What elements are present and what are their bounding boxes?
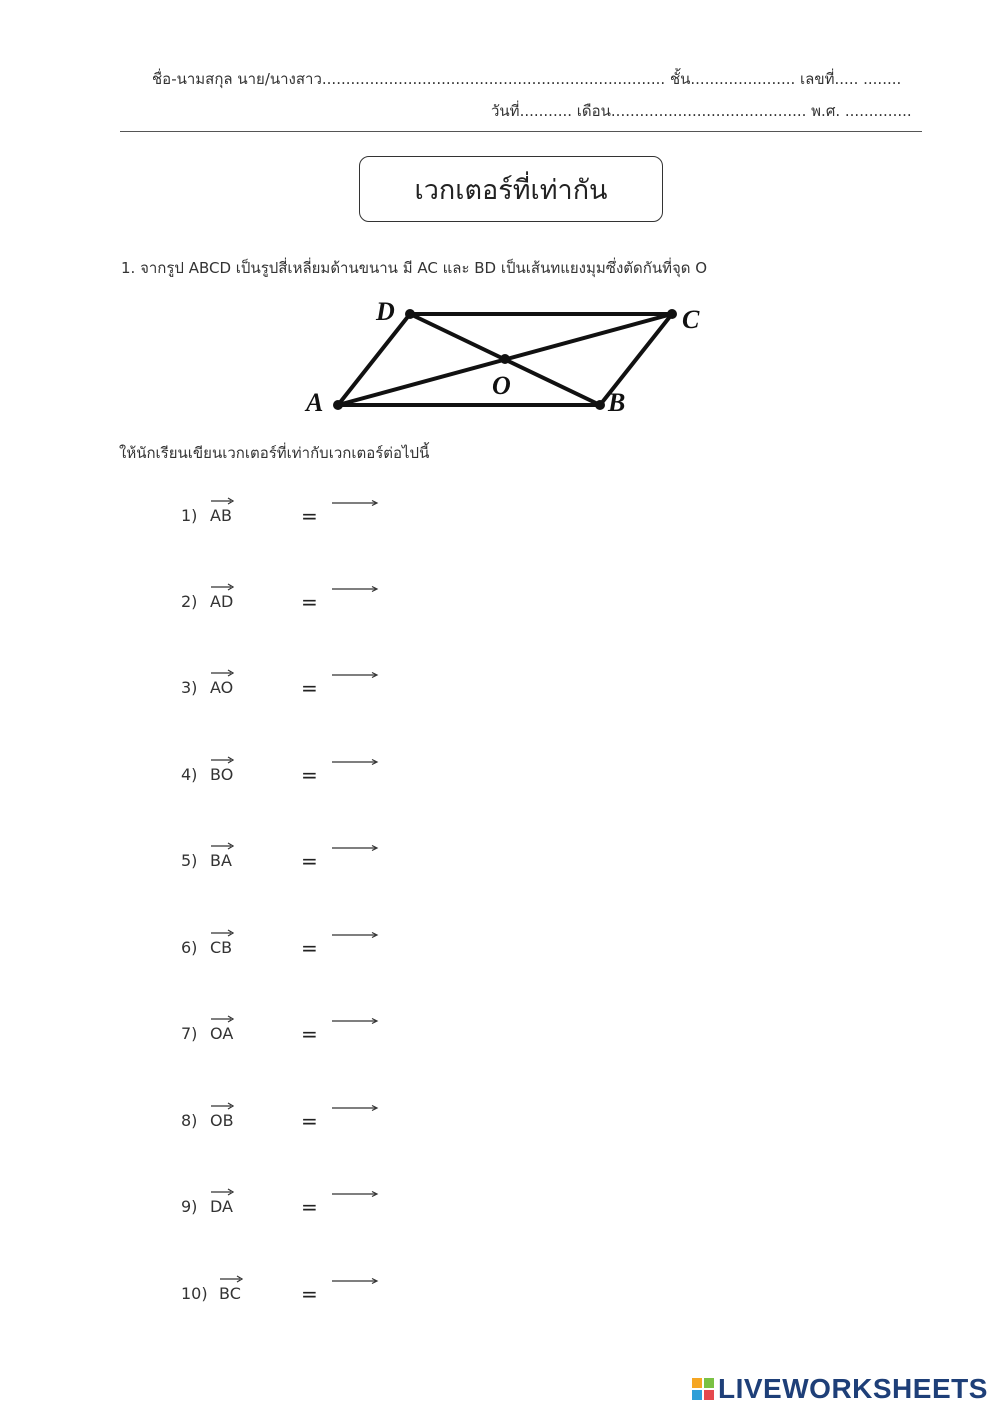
exercise-item xyxy=(0,1014,1000,1054)
exercise-item xyxy=(0,1274,1000,1314)
label-b: B xyxy=(608,388,626,417)
exercise-number: 2) xyxy=(181,592,198,611)
equals-sign: = xyxy=(301,1282,318,1306)
equals-sign: = xyxy=(301,1109,318,1133)
name-class-number-line: ชื่อ-นามสกุล นาย/นางสาว........................................................................ ชั้น...................... เลขที่..... ........ xyxy=(152,70,902,88)
vector-arrow-icon xyxy=(210,496,234,506)
given-vector xyxy=(210,1101,234,1130)
exercise-item xyxy=(0,841,1000,881)
exercise-number: 1) xyxy=(181,506,198,525)
given-vector xyxy=(210,755,233,784)
label-c: C xyxy=(682,305,700,334)
liveworksheets-logo xyxy=(692,1374,988,1404)
given-vector-label: DA xyxy=(210,1197,233,1216)
equals-sign: = xyxy=(301,1022,318,1046)
vector-arrow-icon xyxy=(210,582,234,592)
point-b xyxy=(595,400,605,410)
worksheet-title: เวกเตอร์ที่เท่ากัน xyxy=(414,174,608,206)
worksheet-title-box xyxy=(359,156,663,222)
given-vector xyxy=(210,582,233,611)
given-vector-label: OA xyxy=(210,1024,234,1043)
given-vector-label: BC xyxy=(219,1284,241,1303)
given-vector xyxy=(210,668,233,697)
exercise-item xyxy=(0,582,1000,622)
exercise-number: 10) xyxy=(181,1284,208,1303)
point-a xyxy=(333,400,343,410)
exercise-number: 4) xyxy=(181,765,198,784)
answer-blank[interactable] xyxy=(331,757,379,767)
exercise-number: 6) xyxy=(181,938,198,957)
given-vector-label: BO xyxy=(210,765,234,784)
exercise-number: 3) xyxy=(181,678,198,697)
exercise-number: 8) xyxy=(181,1111,198,1130)
label-o: O xyxy=(492,371,511,400)
vector-arrow-icon xyxy=(210,841,234,851)
vector-arrow-icon xyxy=(219,1274,243,1284)
exercise-number: 5) xyxy=(181,851,198,870)
label-a: A xyxy=(306,388,324,417)
answer-blank[interactable] xyxy=(331,843,379,853)
exercise-item xyxy=(0,1187,1000,1227)
answer-blank[interactable] xyxy=(331,1189,379,1199)
point-d xyxy=(405,309,415,319)
vector-arrow-icon xyxy=(210,1187,234,1197)
given-vector xyxy=(210,496,232,525)
given-vector-label: CB xyxy=(210,938,233,957)
date-line: วันที่........... เดือน......................................... พ.ศ. .............. xyxy=(491,102,912,120)
question-text: 1. จากรูป ABCD เป็นรูปสี่เหลี่ยมด้านขนาน มี AC และ BD เป็นเส้นทแยงมุมซึ่งตัดกันที่จุด O xyxy=(121,259,708,277)
answer-blank[interactable] xyxy=(331,1276,379,1286)
exercise-item xyxy=(0,668,1000,708)
exercise-number: 9) xyxy=(181,1197,198,1216)
point-c xyxy=(667,309,677,319)
liveworksheets-logo-icon xyxy=(692,1378,714,1400)
liveworksheets-logo-text: LIVEWORKSHEETS xyxy=(718,1373,988,1404)
given-vector-label: AB xyxy=(210,506,232,525)
given-vector xyxy=(219,1274,241,1303)
header-divider xyxy=(120,131,922,132)
answer-blank[interactable] xyxy=(331,1103,379,1113)
equals-sign: = xyxy=(301,590,318,614)
answer-blank[interactable] xyxy=(331,498,379,508)
parallelogram-diagram xyxy=(290,290,730,430)
side-da xyxy=(338,314,410,405)
given-vector xyxy=(210,928,232,957)
exercise-item xyxy=(0,755,1000,795)
given-vector xyxy=(210,841,232,870)
equals-sign: = xyxy=(301,1195,318,1219)
vector-arrow-icon xyxy=(210,1101,234,1111)
exercise-number: 7) xyxy=(181,1024,198,1043)
exercise-item xyxy=(0,1101,1000,1141)
equals-sign: = xyxy=(301,504,318,528)
vector-arrow-icon xyxy=(210,1014,234,1024)
given-vector xyxy=(210,1014,233,1043)
equals-sign: = xyxy=(301,936,318,960)
equals-sign: = xyxy=(301,676,318,700)
answer-blank[interactable] xyxy=(331,1016,379,1026)
answer-blank[interactable] xyxy=(331,930,379,940)
instruction-text: ให้นักเรียนเขียนเวกเตอร์ที่เท่ากับเวกเตอร์ต่อไปนี้ xyxy=(119,444,430,462)
given-vector xyxy=(210,1187,233,1216)
vector-arrow-icon xyxy=(210,928,234,938)
label-d: D xyxy=(376,297,395,326)
vector-arrow-icon xyxy=(210,668,234,678)
answer-blank[interactable] xyxy=(331,584,379,594)
equals-sign: = xyxy=(301,849,318,873)
exercise-item xyxy=(0,928,1000,968)
given-vector-label: AO xyxy=(210,678,234,697)
given-vector-label: AD xyxy=(210,592,234,611)
equals-sign: = xyxy=(301,763,318,787)
point-o xyxy=(500,354,510,364)
given-vector-label: BA xyxy=(210,851,232,870)
answer-blank[interactable] xyxy=(331,670,379,680)
given-vector-label: OB xyxy=(210,1111,234,1130)
exercise-item xyxy=(0,496,1000,536)
vector-arrow-icon xyxy=(210,755,234,765)
